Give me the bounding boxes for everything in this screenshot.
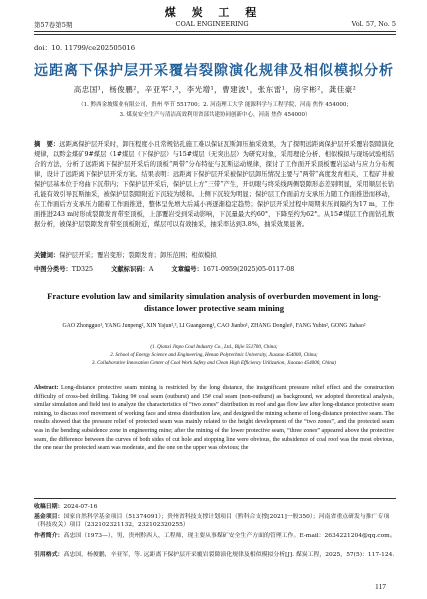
affiliation-en-line: 3. Collaborative Innovation Center of Coal Work Safety and Clean High Efficiency Utilization, Jiaozuo 454000, China)	[91, 360, 336, 366]
classification-row	[34, 264, 394, 273]
keywords-cn	[34, 250, 394, 259]
affiliation-en-line: (1. Qianxi Jinpo Coal Industry Co., Ltd., Bijie 551700, China;	[150, 344, 278, 350]
article-number: 文章编号：1671-0959(2025)05-0117-08	[171, 266, 295, 273]
doi: doi：10. 11799/ce202505016	[34, 44, 136, 52]
authors-cn: 高忠国¹，杨俊鹏²，辛亚军²,³，李光增¹，曹建波¹，张东雷¹，房宇彬²，龚佳豪²	[73, 85, 357, 94]
abstract-cn-label: 摘 要：	[34, 141, 60, 148]
page-number: 117	[375, 582, 386, 591]
authors-en: GAO Zhongguo¹, YANG Junpeng², XIN Yajun²,³, LI Guangzeng¹, CAO Jianbo¹, ZHANG Donglei¹, FANG Yubin², GONG Jiahao²	[62, 323, 366, 329]
abstract-en-label: Abstract:	[34, 385, 59, 391]
issue-cn: 第57卷第5期	[34, 21, 73, 29]
paper-title-cn: 远距离下保护层开采覆岩裂隙演化规律及相似模拟分析	[34, 63, 394, 79]
affiliation-en-line: 2. School of Energy Science and Engineering, Henan Polytechnic University, Jiaozuo 454000, China;	[110, 352, 318, 358]
document-code: 文献标识码：A	[111, 266, 154, 273]
header-rule	[34, 31, 396, 32]
abstract-cn	[34, 140, 394, 230]
footnote-author-bio: 作者简介：高忠国（1973—），男，贵州黔西人，工程师，现主要从事煤矿安全生产方面的管理工作。E-mail：2634221204@qq.com。	[34, 532, 396, 539]
journal-title-cn: 煤 炭 工 程	[164, 6, 263, 19]
abstract-en-text: Long-distance protective seam mining is restricted by the long distance, the insignificant pressure relief effect and the construction difficulty of cross-bed drilling. Taking 9# coal seam (outburst) and 15# coal seam (non-outburst) as background, we adopted theoretical analysis, similar simulation and field test to analyze the characteristics of “two zones” distribution in roof and gas flow law after long-distance protective seam mining, to discuss roof movement of working face and stress distribution law, and designed the mining scheme of long-distance protective seam. The results showed that the pressure relief of protected seam was mainly related to the height development of the “two zones”, and the protected seam was in the bending subsidence zone in engineering mine; after the mining of the lower protective seam, “three zones” appeared above the protective seam, the difference between the curves of both sides of cut hole and stopping line were obvious, the subsidence of coal roof was the most obvious, the one near the protected seam was moderate, and the one on the upper was obvious; the	[34, 385, 394, 452]
abstract-cn-text: 远距离保护层开采时，卸压程度小且常规钻孔施工难以保证瓦斯卸压抽采效果，为了探明远距离保护层开采覆岩裂隙演化规律，以黔金煤矿9#煤层（1#煤层（下保护层）与15#煤层（无突出层）为研究对象，采用理论分析、相似模拟与现场试验相结合的方法，分析了远距离下保护层开采后的顶板“两带”分布特征与瓦斯运动规律，探讨了工作面开采顶板覆岩运动与应力分布规律，设计了远距离下保护层开采方案。结果表明：远距离下保护层开采被保护层卸压情况主要与“两带”高度发育相关，工程矿井被保护层基本位于弯曲下沉带内；下保护层开采后，保护层上方“三带”产生，开切眼与终采线两侧裂隙形态差别明显，采用顺层长钻孔能有效引导瓦斯抽采，被保护层裂隙附近下沉较为缓和。上侧下沉较为明显；保护层工作面前方支承压力随工作面推进而移动，在工作面后方支承压力随着工作面推进，整体呈先增大后减小再逐渐稳定趋势；保护层开采过程中周期来压间隔约为17 m，工作面推进243 m时形成裂隙发育带至顶板，上部覆岩受到采动影响，下沉量最大约60°，下降至约为62°。从15#煤层工作面钻孔数据分析，被保护层裂隙发育带至顶板附近，煤层可以有效抽采，抽采率达到3.8%，抽采效果显著。	[34, 141, 395, 228]
affiliation-cn-line: （1. 黔西金坡煤业有限公司，贵州 毕节 551700；2. 河南理工大学 能源科学与工程学院，河南 焦作 454000；	[78, 102, 352, 108]
issue-en: Vol. 57, No. 5	[351, 20, 396, 28]
journal-title-en: COAL ENGINEERING	[175, 20, 249, 28]
footnote-funding: 基金项目：国家自然科学基金项目（51374091）；贵州省科技支撑计划项目（黔科合支撑[2021]一般350）；河南省重点研发与推广专项（科技攻关）项目（232102321132，232102320255）	[34, 513, 390, 529]
running-header	[34, 20, 396, 29]
keywords-cn-label: 关键词：	[34, 252, 60, 259]
clc-code: 中图分类号：TD325	[34, 266, 94, 273]
paper-title-en: Fracture evolution law and similarity simulation analysis of overburden movement in long-distance lower protective seam mining	[47, 291, 381, 313]
keywords-cn-text: 保护层开采；覆岩变形；裂隙发育；卸压范围；相似模拟	[59, 252, 217, 259]
abstract-en	[34, 384, 394, 453]
footnote-citation: 引用格式：高忠国，杨俊鹏，辛亚军，等. 远距离下保护层开采覆岩裂隙演化规律及相似模拟分析[J]. 煤炭工程，2025，57(5)：117-124.	[34, 551, 395, 558]
affiliation-cn-line: 3. 煤炭安全生产与清洁高效利用省部共建协同创新中心，河南 焦作 454000）	[119, 112, 311, 118]
footnote-rule	[34, 498, 396, 499]
footnote-received: 收稿日期：2024-07-16	[34, 503, 98, 510]
header-rule-thin	[34, 34, 396, 35]
